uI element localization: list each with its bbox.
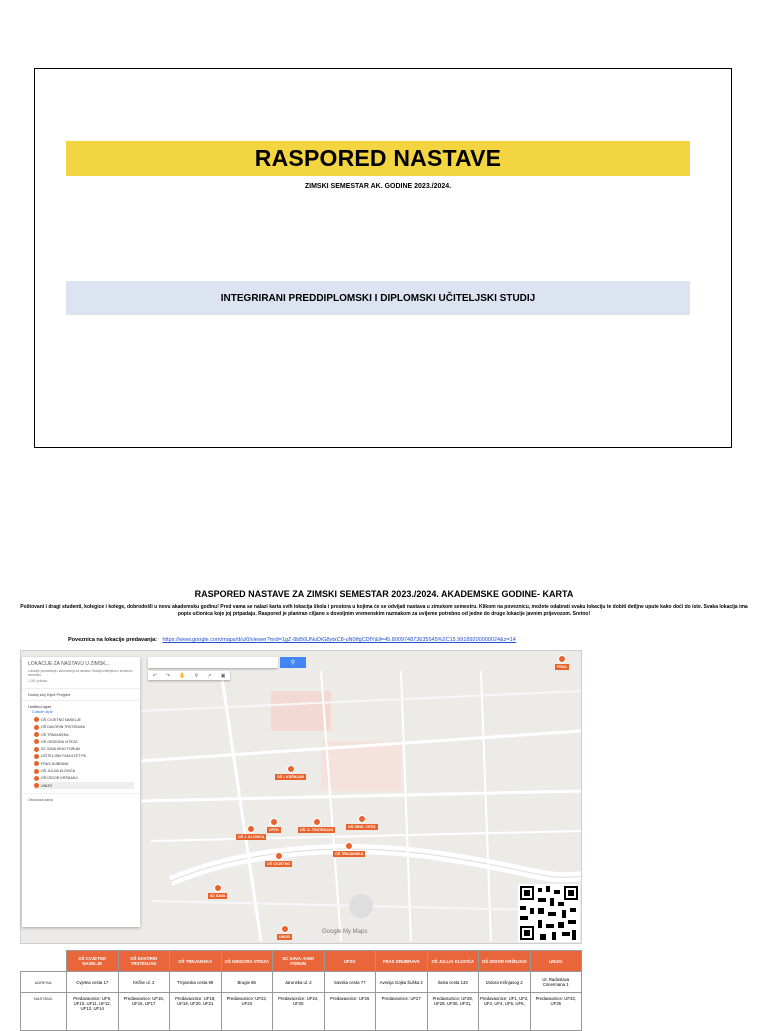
location-item[interactable]: OŠ DAVORIN TRSTENJAK — [34, 724, 134, 731]
map-marker[interactable]: OŠ GRIG. VITEZ — [346, 815, 378, 830]
location-item[interactable]: UNIZG — [34, 782, 134, 789]
table-cell: Predavaonice: UF33, UF35 — [530, 993, 582, 1031]
location-item[interactable]: SC SAVA KINO FORUM — [34, 746, 134, 753]
map-marker[interactable]: UNIZG — [277, 925, 292, 940]
location-pin-icon — [34, 783, 39, 788]
table-cell: Predavaonice: UF22, UF23 — [221, 993, 273, 1031]
marker-icon[interactable]: ⚲ — [194, 672, 199, 679]
table-header: SC SAVA- KINO FORUM — [273, 951, 325, 972]
map-marker[interactable]: SC SAVA — [208, 884, 227, 899]
map-link[interactable]: https://www.google.com/maps/d/u/0/viewer?mid=1gZ-8bB6UNuDiG8ytxC8-uN0tfgCDfY&ll=45.800974873635545%2C15.99189200000024&z=14 — [162, 637, 516, 643]
location-item[interactable]: OŠ GRIGORA VITEZA — [34, 738, 134, 745]
map-panel-meta: 1.000 prikaza — [28, 679, 48, 684]
table-cell: Ilosta cesta 133 — [427, 972, 479, 993]
location-pin-icon — [34, 761, 39, 766]
qr-code-icon — [518, 884, 580, 942]
marker-pin-icon — [358, 815, 366, 823]
marker-pin-icon — [270, 818, 278, 826]
table-header: FRAS DRUBRAVA — [376, 951, 428, 972]
table-header: OŠ TRNJANSKA — [170, 951, 222, 972]
hand-icon[interactable]: ✋ — [179, 672, 186, 679]
table-cell: Predavaonice: UF9, UF10, UF11, UF12, UF13, UF14 — [67, 993, 119, 1031]
table-header: UNIZG — [530, 951, 582, 972]
map-panel-desc: Lokacije predavanja i laboratorija za nastavu Studija učiteljstva u zimskom semestru. — [28, 669, 133, 678]
table-row — [21, 993, 582, 1031]
marker-pin-icon — [313, 818, 321, 826]
location-item[interactable]: OŠ TRNJANSKA — [34, 731, 134, 738]
map-tools[interactable]: Dodaj sloj Dijeli Pregled — [22, 688, 140, 701]
table-cell: Predavaonice: UF24, UF25 — [273, 993, 325, 1031]
location-item[interactable]: OŠ IZIDOR KRŠNJAVI — [34, 775, 134, 782]
table-header: OŠ DAVORIN TRSTENJAK — [118, 951, 170, 972]
map-toolbar — [148, 671, 230, 680]
table-cell: Kričke ul. 3 — [118, 972, 170, 993]
marker-pin-icon — [214, 884, 222, 892]
table-corner — [21, 951, 67, 972]
table-row — [21, 972, 582, 993]
row-label: ADRESA: — [21, 972, 67, 993]
location-pin-icon — [34, 776, 39, 781]
program-title: INTEGRIRANI PREDDIPLOMSKI I DIPLOMSKI UČITELJSKI STUDIJ — [220, 292, 536, 304]
map-marker[interactable]: UFZG — [267, 818, 281, 833]
table-cell: Izidora Kršnjavog 2 — [479, 972, 531, 993]
map-marker[interactable]: OŠ CVJETNO — [265, 852, 292, 867]
map-page-title: RASPORED NASTAVE ZA ZIMSKI SEMESTAR 2023./2024. AKADEMSKE GODINE- KARTA — [194, 589, 574, 599]
table-header-row — [21, 951, 582, 972]
table-cell: Savska cesta 77 — [324, 972, 376, 993]
location-item[interactable]: FRAS DUBRAVA — [34, 760, 134, 767]
map-marker[interactable]: OŠ I. KRŠNJAVI — [275, 765, 306, 780]
table-cell: Predavaonice: UF26 — [324, 993, 376, 1031]
table-header: UFZG — [324, 951, 376, 972]
table-header: OŠ CVJETNO NASELJE — [67, 951, 119, 972]
table-cell: Trnjanska cesta 99 — [170, 972, 222, 993]
row-label: NASTAVA: — [21, 993, 67, 1031]
location-pin-icon — [34, 717, 39, 722]
page-title: RASPORED NASTAVE — [254, 145, 502, 171]
cover-frame — [34, 68, 732, 448]
table-cell: Predavaonice: UF18, UF19, UF20, UF21 — [170, 993, 222, 1031]
table-cell: Predavaonice: UF15, UF16, UF17 — [118, 993, 170, 1031]
location-item[interactable]: OŠ JULIJA KLOVIĆA — [34, 767, 134, 774]
table-cell: Ul. Radoslava Cimermana 1 — [530, 972, 582, 993]
table-cell: Predavaonice: UF1, UF2, UF3, UF4, UF5, UF6, — [479, 993, 531, 1031]
map-marker[interactable]: OŠ J. KLOVIĆA — [236, 825, 266, 840]
table-cell: Predavaonice: UF28, UF29, UF30, UF31, — [427, 993, 479, 1031]
link-row — [68, 637, 516, 643]
table-header: OŠ JULIJA KLOVIĆA — [427, 951, 479, 972]
line-icon[interactable]: ↗ — [207, 672, 212, 679]
basemap-toggle[interactable]: Osnovna karta — [22, 793, 140, 806]
location-item[interactable]: OŠ CVJETNO NASELJE — [34, 716, 134, 723]
ruler-icon[interactable]: ▣ — [220, 672, 226, 679]
marker-pin-icon — [247, 825, 255, 833]
title-banner — [66, 141, 690, 176]
table-cell: Avenija Gojka Šuška 2 — [376, 972, 428, 993]
marker-pin-icon — [281, 925, 289, 933]
google-logo: Google My Maps — [322, 929, 368, 935]
map-search-button[interactable] — [280, 657, 306, 668]
location-pin-icon — [34, 754, 39, 759]
table-header: OŠ GRIGORA VITEZA — [221, 951, 273, 972]
marker-pin-icon — [558, 655, 566, 663]
layer-style-link[interactable]: Custom style — [32, 710, 53, 715]
table-header: OŠ IZIDOR KRŠNJAVI — [479, 951, 531, 972]
map-sidebar — [22, 657, 140, 927]
semester-subtitle: ZIMSKI SEMESTAR AK. GODINE 2023./2024. — [304, 183, 452, 190]
location-pin-icon — [34, 732, 39, 737]
search-icon: ⚲ — [290, 660, 296, 666]
intro-paragraph: Poštovani i dragi studenti, kolegice i kolege, dobrodošli u novu akademsku godinu! Pred vama se nalazi karta svih lokacija škola i prostora u kojima će se odvijati nastava u zimskom semestru. Klikom na poveznicu, možete odabrati svaku lokaciju te dobiti detljne upute kako doći do iste. Svaka lokacija ima popis učionica koje joj pripadaju. Raspored je planiran ciljano s dovoljnim vremenskim razmakom za uvijeme potrebno od jedne do druge lokacije javnim prijevozom. Sretno! — [20, 604, 748, 617]
map-marker[interactable]: OŠ TRNJANSKA — [333, 842, 365, 857]
table-cell: Jarunska ul. 2 — [273, 972, 325, 993]
map-marker[interactable]: FRAS — [555, 655, 569, 670]
program-banner — [66, 281, 690, 315]
layer-name[interactable]: Untitled layer — [28, 704, 52, 710]
marker-pin-icon — [287, 765, 295, 773]
marker-pin-icon — [275, 852, 283, 860]
schedule-table — [20, 950, 582, 1031]
location-item[interactable]: UČITELJSKI FAKULTET PK — [34, 753, 134, 760]
table-cell: Cvjetna cesta 17 — [67, 972, 119, 993]
link-label: Poveznica na lokacije predavanja: — [68, 637, 157, 643]
map-panel-title[interactable]: LOKACIJE ZA NASTAVU U ZIMSK... — [28, 661, 110, 667]
location-pin-icon — [34, 747, 39, 752]
undo-icon[interactable]: ↶ — [152, 672, 157, 679]
map-marker[interactable]: OŠ. D. TRSTENJAK — [298, 818, 335, 833]
location-pin-icon — [34, 725, 39, 730]
location-pin-icon — [34, 739, 39, 744]
location-pin-icon — [34, 769, 39, 774]
map-search-input[interactable] — [148, 657, 278, 668]
redo-icon[interactable]: ↷ — [165, 672, 171, 679]
table-cell: Predavaonice: UF27 — [376, 993, 428, 1031]
marker-pin-icon — [345, 842, 353, 850]
location-list — [22, 716, 140, 789]
table-cell: Brugie 86 — [221, 972, 273, 993]
